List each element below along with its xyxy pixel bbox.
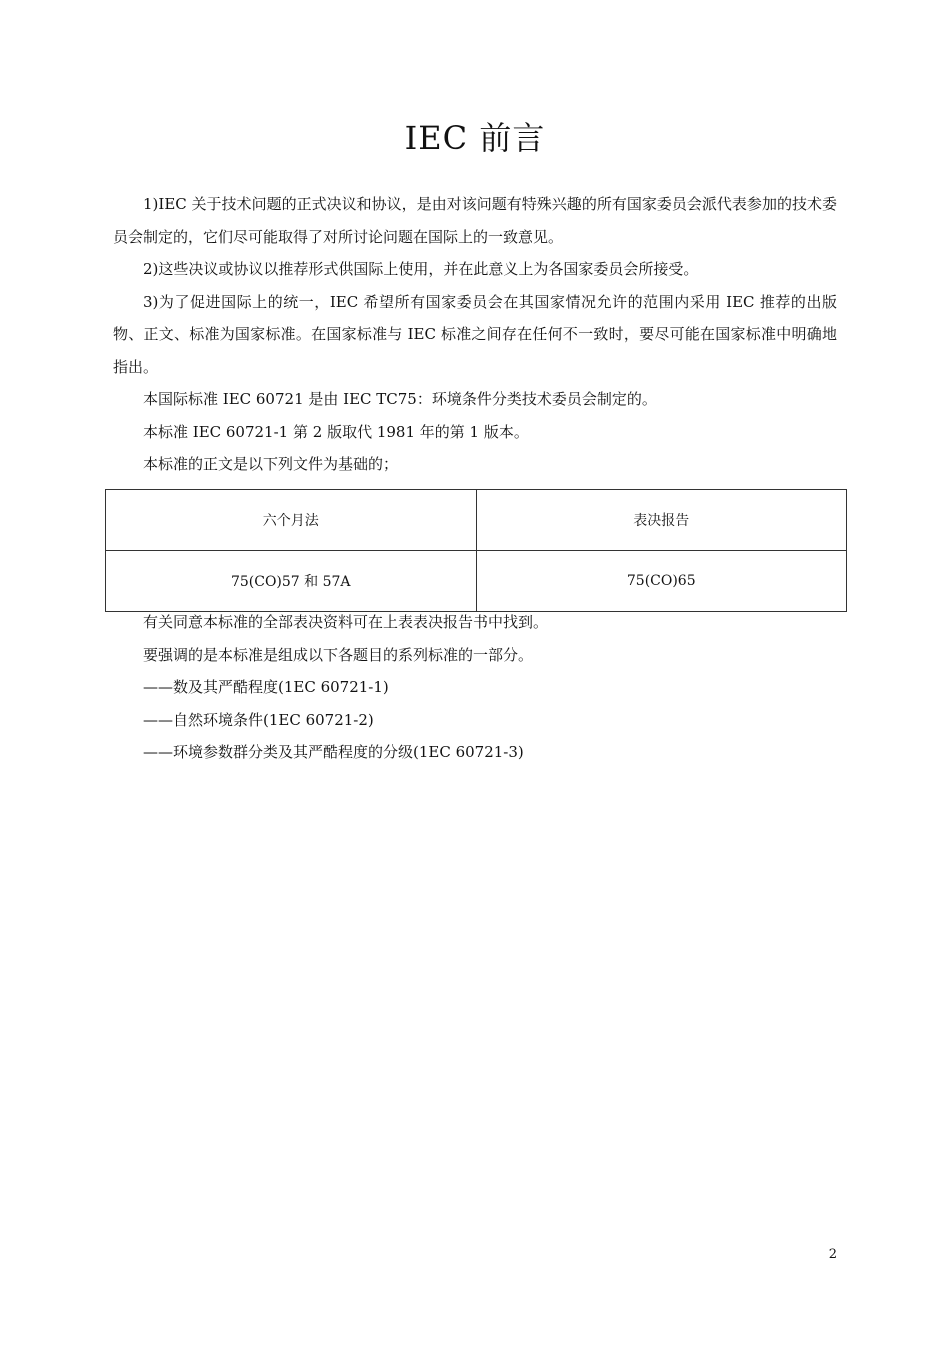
paragraph-2: 2)这些决议或协议以推荐形式供国际上使用，并在此意义上为各国家委员会所接受。 (143, 260, 699, 278)
table-header-cell: 表决报告 (476, 490, 847, 551)
page-title: IEC 前言 (404, 119, 546, 157)
paragraph-3: 3)为了促进国际上的统一，IEC 希望所有国家委员会在其国家情况允许的范围内采用 IEC 推荐的出版物、正文、标准为国家标准。在国家标准与 IEC 标准之间存在任何不一致时，要尽可能在国家标准中明确地指出。 (113, 292, 837, 376)
page-number: 2 (828, 1247, 837, 1262)
source-documents-table (105, 489, 847, 612)
foreword-body (113, 188, 837, 481)
series-info (113, 606, 837, 769)
paragraph-5: 本标准 IEC 60721-1 第 2 版取代 1981 年的第 1 版本。 (143, 422, 529, 441)
paragraph-8: 要强调的是本标准是组成以下各题目的系列标准的一部分。 (143, 645, 534, 664)
paragraph-6: 本标准的正文是以下列文件为基础的； (143, 455, 399, 473)
series-item-2: ——自然环境条件(1EC 60721-2) (143, 710, 374, 729)
table-header-row (106, 490, 847, 551)
paragraph-1: 1)IEC 关于技术问题的正式决议和协议，是由对该问题有特殊兴趣的所有国家委员会派代表参加的技术委员会制定的，它们尽可能取得了对所讨论问题在国际上的一致意见。 (113, 195, 837, 246)
series-item-1: ——数及其严酷程度(1EC 60721-1) (143, 678, 389, 696)
series-item-3: ——环境参数群分类及其严酷程度的分级(1EC 60721-3) (143, 743, 524, 761)
paragraph-4: 本国际标准 IEC 60721 是由 IEC TC75：环境条件分类技术委员会制定的。 (143, 390, 657, 408)
table-header-cell: 六个月法 (106, 490, 477, 551)
paragraph-7: 有关同意本标准的全部表决资料可在上表表决报告书中找到。 (143, 613, 549, 631)
table-cell: 75(CO)65 (476, 551, 847, 612)
table-row (106, 551, 847, 612)
table-cell: 75(CO)57 和 57A (106, 551, 477, 612)
